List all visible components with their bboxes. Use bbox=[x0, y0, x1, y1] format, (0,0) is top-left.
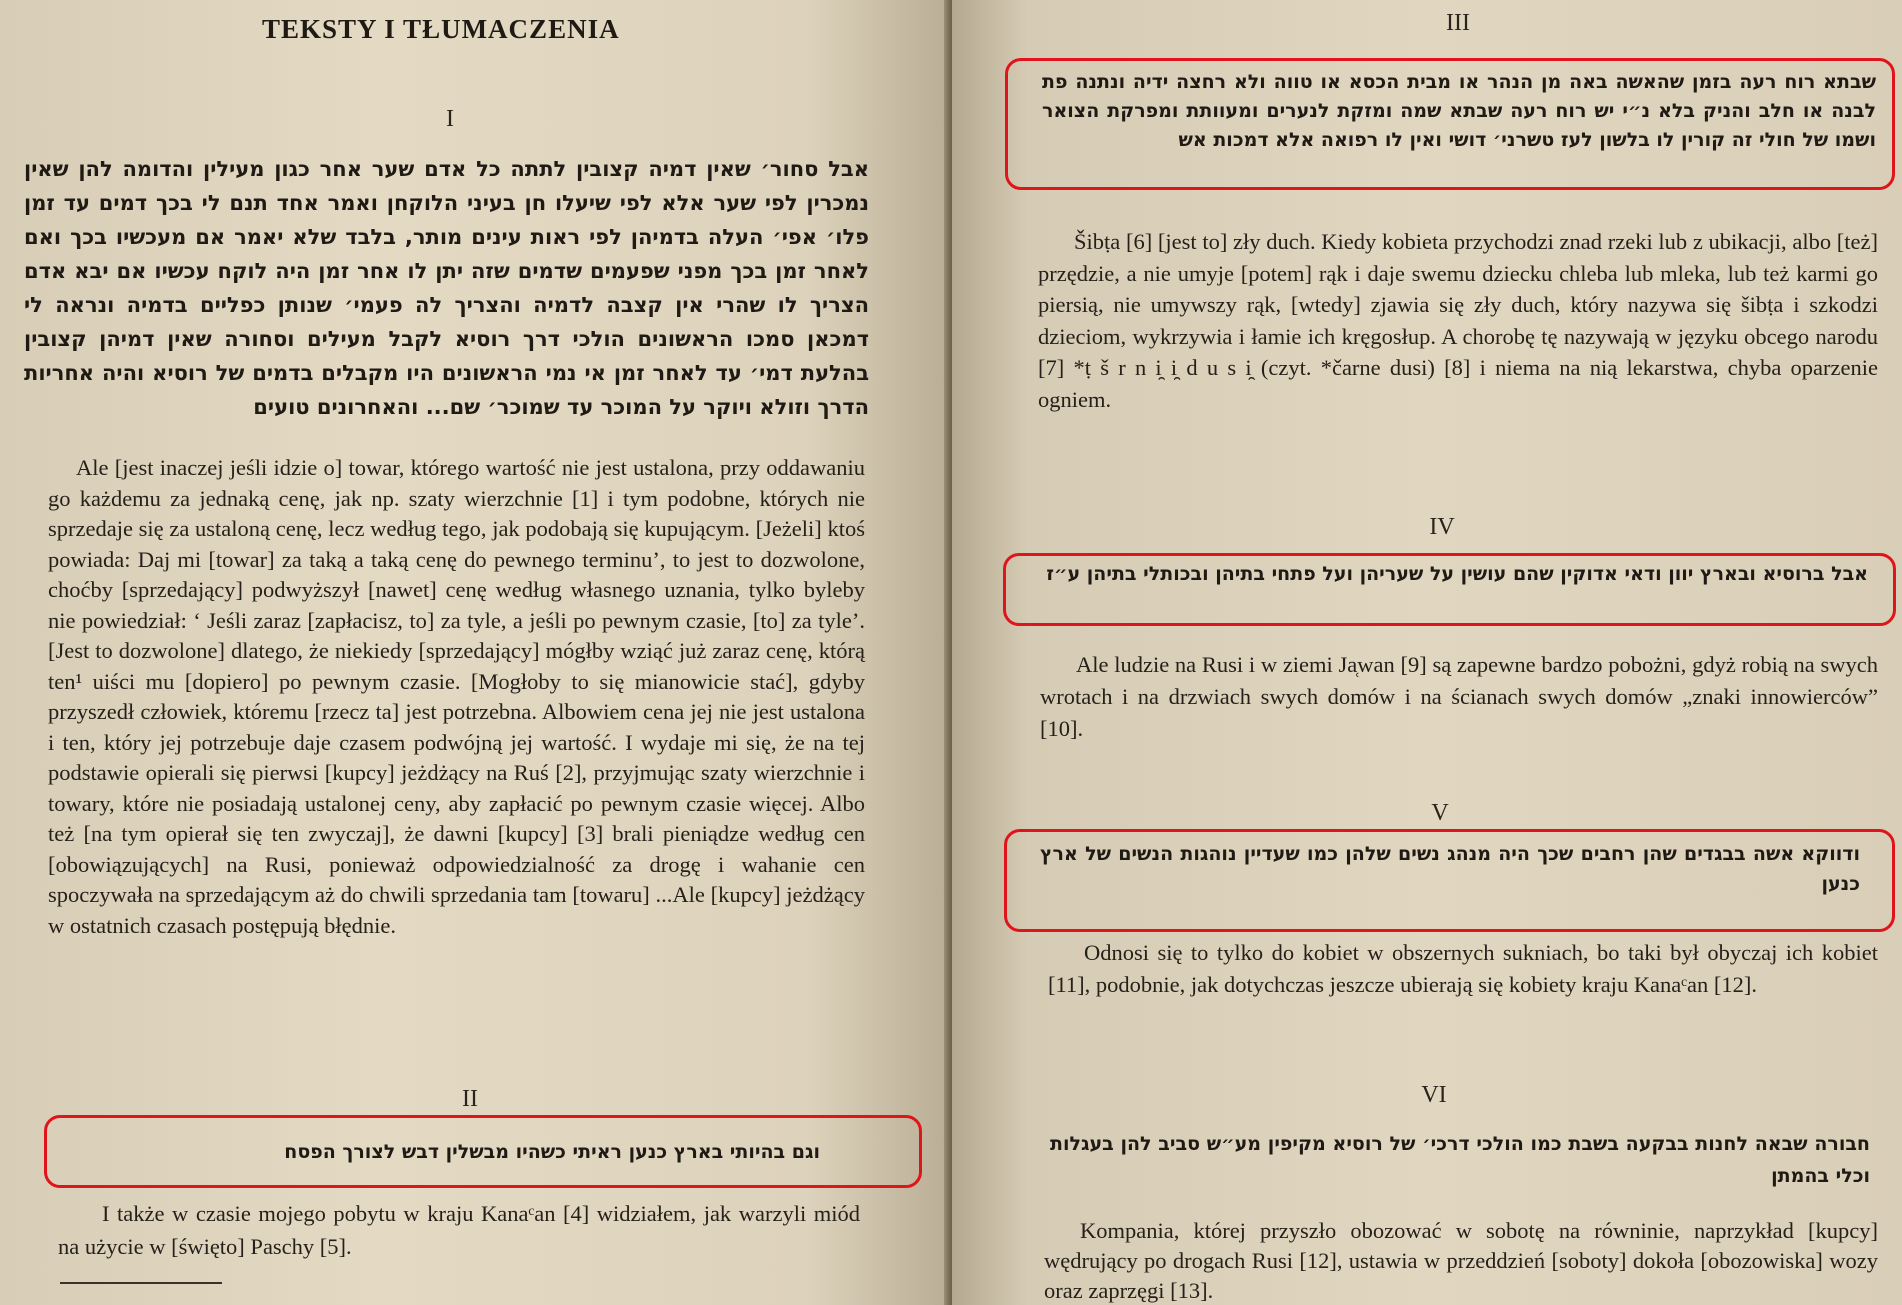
section-numeral-vi: VI bbox=[1421, 1082, 1447, 1108]
section-numeral-i: I bbox=[446, 106, 454, 132]
running-head: TEKSTY I TŁUMACZENIA bbox=[262, 14, 620, 44]
hebrew-text-iii: שבתא רוח רעה בזמן שהאשה באה מן הנהר או מבית הכסא או טווה ולא רחצה ידיה ונתנה פת לבנה או חלב והניק בלא נ״י יש רוח רעה שבתא שמה ומזקת לנערים ומעוותת ומפרקת הצואר ושמו של חולי זה קורין לו בלשון לעז טשרני׳ דושי ואין לו רפואה אלא דמכות אש bbox=[1042, 71, 1876, 151]
right-page bbox=[952, 0, 1902, 1305]
section-numeral-iii: III bbox=[1446, 10, 1470, 36]
polish-translation-iii: Šibṭa [6] [jest to] zły duch. Kiedy kobieta przychodzi znad rzeki lub z ubikacji, albo [też] przędzie, a nie umyje [potem] rąk i daje swemu dziecku chleba lub mleka, lub też karmi go piersią, nie umywszy rąk, [wtedy] zjawia się zły duch, który nazywa się šibṭa i szkodzi dzieciom, wykrzywia i łamie ich kręgosłup. A chorobę tę nazywają w języku obcego narodu [7] *ṭ š r n i̯ i̯ d u s i̯ (czyt. *čarne dusi) [8] i niema na nią lekarstwa, chyba oparzenie ogniem. bbox=[1038, 229, 1878, 412]
polish-translation-iv: Ale ludzie na Rusi i w ziemi Ja̜wan [9] są zapewne bardzo pobożni, gdyż robią na swych wrotach i na drzwiach swych domów i na ścianach swych domów „znaki innowierców” [10]. bbox=[1040, 652, 1878, 741]
polish-translation-vi: Kompania, której przyszło obozować w sobotę na równinie, naprzykład [kupcy] wędrujący po drogach Rusi [12], ustawia w przeddzień [soboty] dokoła [obozowiska] wozy oraz zaprzęgi [13]. bbox=[1044, 1218, 1878, 1303]
hebrew-text-v: ודווקא אשה בבגדים שהן רחבים שכך היה מנהג נשים שלהן כמו שעדיין נוהגות הנשים של ארץ כנען bbox=[1040, 843, 1860, 895]
section-numeral-iv: IV bbox=[1429, 514, 1455, 540]
left-page bbox=[0, 0, 950, 1305]
footnote-rule bbox=[60, 1282, 222, 1284]
polish-translation-i: Ale [jest inaczej jeśli idzie o] towar, którego wartość nie jest ustalona, przy oddawaniu go każdemu za jednaką cenę, jak np. szaty wierzchnie [1] i tym podobne, których nie sprzedaje się za ustaloną cenę, lecz według tego, jak podobają się kupującym. [Jeżeli] ktoś powiada: Daj mi [towar] za taką a taką cenę do pewnego terminu’, to jest to dozwolone, choćby [sprzedający] podwyższył [nawet] cenę według własnego uznania, tylko byleby nie powiedział: ‘ Jeśli zaraz [zapłacisz, to] za tyle, a jeśli po pewnym czasie, [to] za tyle’. [Jest to dozwolone] dlatego, że niekiedy [sprzedający] mógłby wziąć już zaraz cenę, którą ten¹ uiści mu [dopiero] po pewnym czasie. [Mogłoby to się mianowicie stać], gdyby przyszedł człowiek, któremu [rzecz ta] jest potrzebna. Albowiem cena jej nie jest ustalona i ten, który jej potrzebuje daje czasem podwójną jej wartość. I wydaje mi się, że na tej podstawie opierali się pierwsi [kupcy] jeżdżący na Ruś [2], przyjmując szaty wierzchnie i towary, które nie posiadają ustalonej ceny, aby zapłacić po pewnym czasie więcej. Albo też [na tym opierał się ten zwyczaj], że dawni [kupcy] [3] brali pieniądze według cen [obowiązujących] na Rusi, ponieważ odpowiedzialność za drogę i wahanie cen spoczywała na sprzedającym aż do chwili sprzedania tam [towaru] ...Ale [kupcy] jeżdżący w ostatnich czasach postępują błędnie. bbox=[48, 455, 865, 938]
hebrew-text-i: אבל סחור׳ שאין דמיה קצובין לתתה כל אדם שער אחר כגון מעילין והדומה להן שאין נמכרין לפי שער אלא לפי שיעלו חן בעיני הלוקחן ואמר אחד תנם לי בכך דמים עד זמן פלו׳ אפי׳ העלה בדמיהן לפי ראות עינים מותר, בלבד שלא יאמר אם מעכשיו בכך ואם לאחר זמן בכך מפני שפעמים שדמים שזה יתן לו אחר זמן היה לוקח עכשיו אם יבא אדם הצריך לו שהרי אין קצבה לדמיה והצריך לה פעמי׳ שנותן כפליים בדמיה ונראה לי דמכאן סמכו הראשונים הולכי דרך רוסיא לקבל מעילים וסחורה שאין דמיהן קצובין בהלעת דמי׳ עד לאחר זמן אי נמי הראשונים היו מקבלים בדמים של רוסיא והיה אחריות הדרך וזולא ויוקר על המוכר עד שמוכר׳ שם... והאחרונים טועים bbox=[24, 157, 869, 419]
section-numeral-v: V bbox=[1431, 800, 1449, 826]
hebrew-text-iv: אבל ברוסיא ובארץ יוון ודאי אדוקין שהם עושין על שעריהן ועל פתחי בתיהן ובכותלי בתיהן ע״ז bbox=[1046, 563, 1868, 585]
polish-translation-ii: I także w czasie mojego pobytu w kraju Kanaᶜan [4] widziałem, jak warzyli miód na użycie w [święto] Paschy [5]. bbox=[58, 1201, 860, 1259]
section-numeral-ii: II bbox=[462, 1086, 478, 1112]
polish-translation-v: Odnosi się to tylko do kobiet w obszernych sukniach, bo taki był obyczaj ich kobiet [11], podobnie, jak dotychczas jeszcze ubierają się kobiety kraju Kanaᶜan [12]. bbox=[1048, 940, 1878, 997]
hebrew-text-vi: חבורה שבאה לחנות בבקעה בשבת כמו הולכי דרכי׳ של רוסיא מקיפין מע״ש סביב להן בעגלות וכלי בהמתן bbox=[1050, 1133, 1870, 1187]
hebrew-text-ii: וגם בהיותי בארץ כנען ראיתי כשהיו מבשלין דבש לצורך הפסח bbox=[284, 1141, 820, 1163]
